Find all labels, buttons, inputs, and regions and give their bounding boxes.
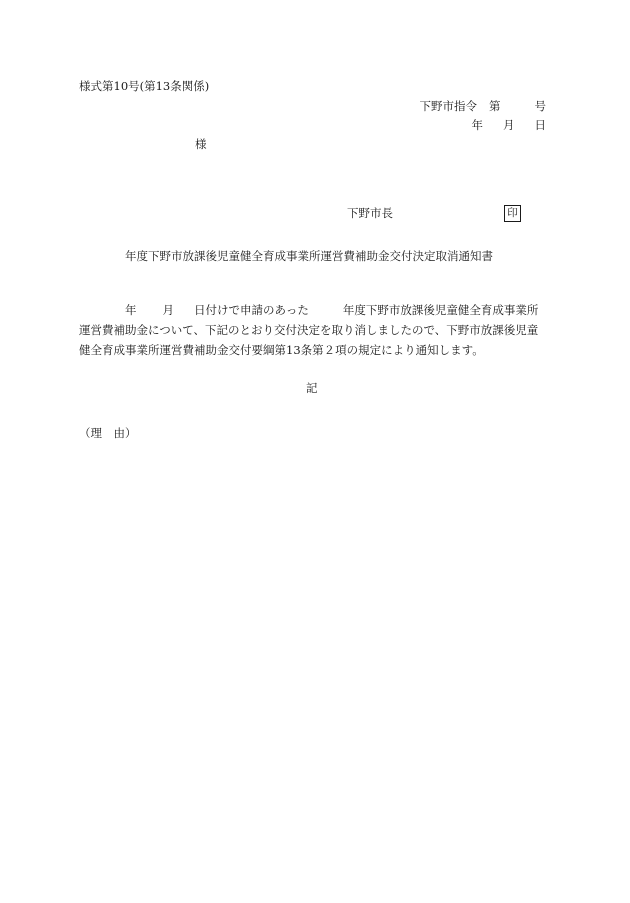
body-paragraph — [79, 300, 559, 360]
reason-label: （理 由） — [79, 426, 137, 440]
body-month: 月 — [162, 303, 174, 317]
body-line-1 — [79, 300, 559, 320]
seal-mark: 印 — [504, 205, 521, 222]
issue-date — [472, 120, 547, 132]
issue-date-year: 年 — [471, 118, 483, 132]
addressee-suffix: 様 — [195, 137, 207, 151]
issue-number-go: 号 — [534, 99, 546, 113]
body-line-3: 健全育成事業所運営費補助金交付要綱第13条第２項の規定により通知します。 — [79, 343, 484, 357]
form-number-label: 様式第10号(第13条関係) — [79, 79, 210, 93]
issue-number-prefix: 下野市指令 — [419, 99, 477, 113]
issue-date-month: 月 — [503, 118, 515, 132]
issue-date-day: 日 — [534, 118, 546, 132]
document-title: 年度下野市放課後児童健全育成事業所運営費補助金交付決定取消通知書 — [125, 249, 493, 263]
body-line1-tail: 年度下野市放課後児童健全育成事業所 — [342, 303, 539, 317]
mayor-title: 下野市長 — [347, 206, 393, 220]
issue-number-dai: 第 — [489, 99, 501, 113]
body-line-2: 運営費補助金について、下記のとおり交付決定を取り消しましたので、下野市放課後児童 — [79, 323, 539, 337]
body-year: 年 — [125, 303, 137, 317]
issue-number — [420, 101, 547, 113]
body-applied-text: 日付けで申請のあった — [194, 303, 309, 317]
record-heading: 記 — [306, 381, 318, 395]
